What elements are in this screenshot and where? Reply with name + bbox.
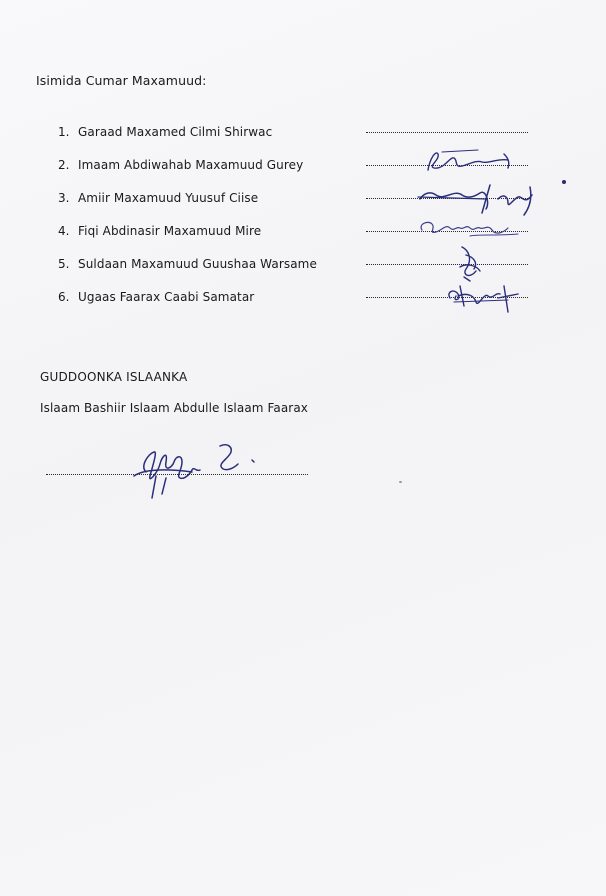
signer-number: 6.	[58, 290, 70, 304]
paper-speck	[399, 481, 402, 483]
signer-name: Garaad Maxamed Cilmi Shirwac	[78, 125, 273, 139]
chair-name: Islaam Bashiir Islaam Abdulle Islaam Faarax	[40, 401, 308, 415]
signer-name: Imaam Abdiwahab Maxamuud Gurey	[78, 158, 304, 172]
signer-name: Amiir Maxamuud Yuusuf Ciise	[78, 191, 259, 205]
signer-row	[58, 286, 558, 319]
section-title: GUDDOONKA ISLAANKA	[40, 370, 188, 384]
signer-number: 1.	[58, 125, 70, 139]
signer-number: 2.	[58, 158, 70, 172]
handwritten-signature	[358, 272, 538, 316]
signer-row	[58, 220, 558, 253]
signer-name: Ugaas Faarax Caabi Samatar	[78, 290, 255, 304]
signature-line	[366, 132, 528, 133]
page-heading: Isimida Cumar Maxamuud:	[36, 73, 207, 88]
ink-mark	[562, 180, 566, 184]
handwritten-signature	[122, 432, 272, 502]
signer-list	[58, 121, 558, 319]
signer-name: Suldaan Maxamuud Guushaa Warsame	[78, 257, 317, 271]
signer-number: 3.	[58, 191, 70, 205]
signer-name: Fiqi Abdinasir Maxamuud Mire	[78, 224, 262, 238]
signer-number: 5.	[58, 257, 70, 271]
signer-number: 4.	[58, 224, 70, 238]
